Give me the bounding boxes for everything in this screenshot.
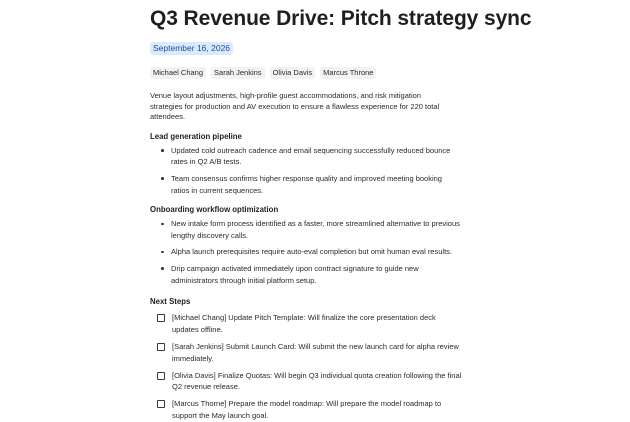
list-item — [150, 263, 461, 286]
section-next-steps — [150, 296, 630, 422]
list-item — [150, 145, 461, 168]
next-steps-heading: Next Steps — [150, 297, 191, 307]
attendee-chip[interactable]: Olivia Davis — [270, 67, 316, 79]
action-item-text: [Sarah Jenkins] Submit Launch Card: Will submit the new launch card for alpha review immediately. — [172, 341, 459, 363]
section-heading: Onboarding workflow optimization — [150, 205, 279, 215]
bullet-text: Drip campaign activated immediately upon contract signature to guide new administrators through initial platform setup. — [171, 263, 419, 285]
section-heading: Lead generation pipeline — [150, 131, 242, 141]
checkbox-icon[interactable] — [157, 372, 165, 380]
action-item — [150, 312, 462, 335]
list-item — [150, 246, 461, 258]
summary-text: Venue layout adjustments, high-profile guest accommodations, and risk mitigation strategies for production and AV execution to ensure a flawless experience for 220 total attendees. — [150, 91, 440, 122]
bullet-text: Team consensus confirms higher response quality and improved meeting booking ratios in current sequences. — [171, 173, 442, 195]
action-item-text: [Michael Chang] Update Pitch Template: Will finalize the core presentation deck updates offline. — [172, 313, 436, 334]
attendee-chip[interactable]: Michael Chang — [150, 67, 206, 79]
bullet-icon — [161, 149, 164, 152]
checkbox-icon[interactable] — [157, 343, 165, 351]
section-lead-generation — [150, 131, 630, 196]
bullet-icon — [161, 177, 164, 180]
bullet-icon — [161, 223, 164, 226]
list-item — [150, 218, 461, 241]
bullet-text: Updated cold outreach cadence and email sequencing successfully reduced bounce rates in Q2 A/B tests. — [171, 145, 451, 167]
page-title: Q3 Revenue Drive: Pitch strategy sync — [150, 7, 532, 30]
action-item — [150, 341, 462, 364]
attendee-chip[interactable]: Sarah Jenkins — [211, 67, 265, 79]
list-item — [150, 173, 461, 196]
action-item-text: [Olivia Davis] Finalize Quotas: Will begin Q3 individual quota creation following the final Q2 revenue release. — [172, 370, 462, 392]
checkbox-icon[interactable] — [157, 314, 165, 322]
action-item — [150, 370, 462, 393]
bullet-text: Alpha launch prerequisites require auto-eval completion but omit human eval results. — [171, 247, 452, 257]
section-onboarding-workflow — [150, 204, 630, 286]
bullet-list — [150, 218, 630, 286]
bullet-list — [150, 145, 630, 196]
action-item — [150, 398, 462, 421]
action-item-text: [Marcus Thorne] Prepare the model roadmap: Will prepare the model roadmap to support the May launch goal. — [172, 399, 442, 421]
action-item-list — [150, 312, 630, 422]
attendee-list — [150, 67, 630, 79]
bullet-icon — [161, 267, 164, 270]
date-chip[interactable]: September 16, 2026 — [150, 42, 233, 55]
bullet-text: New intake form process identified as a faster, more streamlined alternative to previous lengthy discovery calls. — [171, 219, 460, 240]
checkbox-icon[interactable] — [157, 400, 165, 408]
attendee-chip[interactable]: Marcus Throne — [320, 67, 376, 79]
bullet-icon — [161, 251, 164, 254]
